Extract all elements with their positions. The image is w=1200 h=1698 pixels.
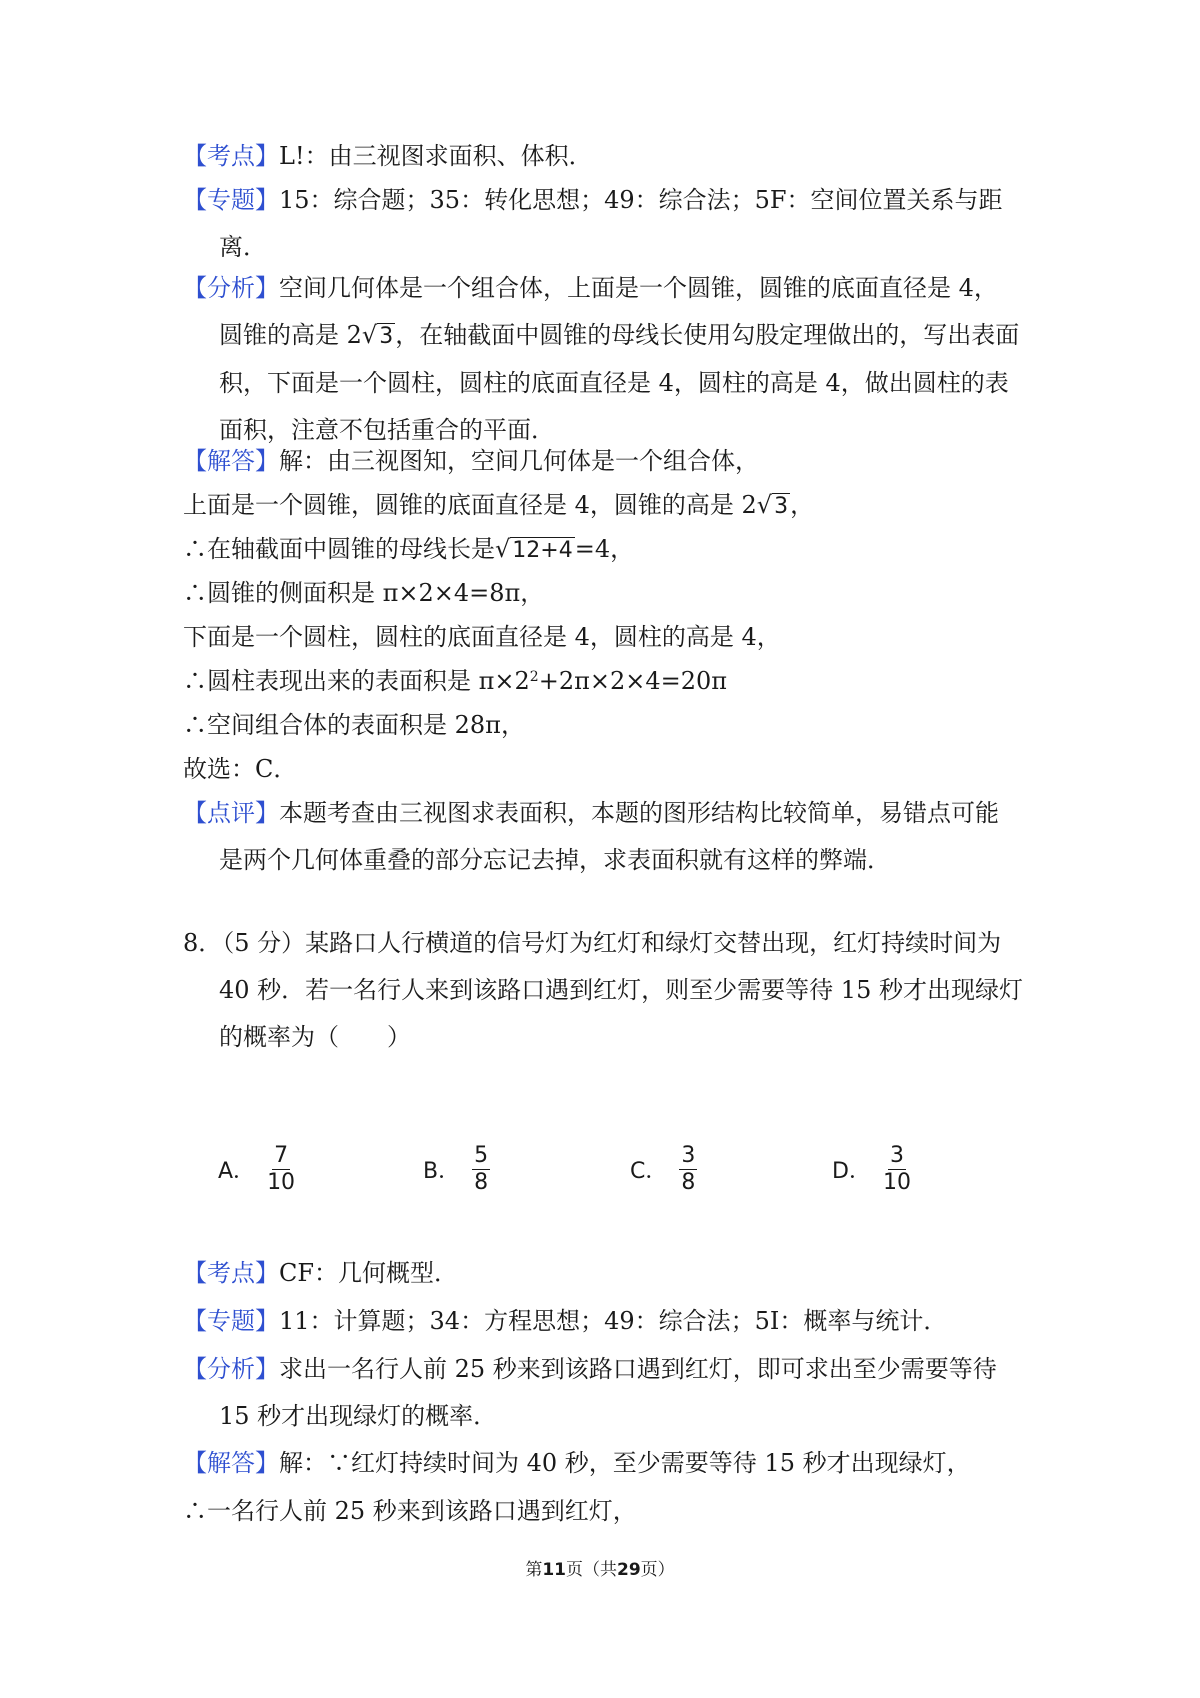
fenxi-line-1: 求出一名行人前 25 秒来到该路口遇到红灯，即可求出至少需要等待 xyxy=(279,1355,997,1383)
fraction xyxy=(267,1143,295,1196)
fraction-numerator: 3 xyxy=(681,1143,696,1168)
kaodian-tag: 【考点】 xyxy=(183,142,279,170)
choice-c xyxy=(630,1143,697,1196)
choice-label: D． xyxy=(832,1159,871,1184)
fraction-denominator: 8 xyxy=(474,1170,489,1195)
zhuanti-tag: 【专题】 xyxy=(183,1307,279,1335)
superscript: 2 xyxy=(529,669,539,685)
fraction-denominator: 8 xyxy=(681,1170,696,1195)
fraction xyxy=(679,1143,697,1196)
q8-stem-line-1: 8．（5 分）某路口人行横道的信号灯为红灯和绿灯交替出现，红灯持续时间为 xyxy=(183,929,1002,957)
page-footer xyxy=(0,1555,1200,1580)
sqrt-radicand: 3 xyxy=(379,324,394,349)
jieda-tag: 【解答】 xyxy=(183,447,279,475)
choice-b xyxy=(423,1143,490,1196)
solution-line: 故选：C． xyxy=(183,755,298,783)
solution-text: ∴在轴截面中圆锥的母线长是 xyxy=(183,535,495,563)
sqrt-radicand: 12+4 xyxy=(512,538,573,563)
solution-line xyxy=(183,658,727,705)
q7-fenxi xyxy=(183,265,1033,454)
choice-a xyxy=(218,1143,295,1196)
q7-jieda xyxy=(183,438,759,485)
q7-kaodian xyxy=(183,133,1033,180)
sqrt-radicand: 3 xyxy=(774,494,789,519)
footer-text: 页（共 xyxy=(566,1560,617,1580)
choice-d xyxy=(832,1143,911,1196)
fraction xyxy=(883,1143,911,1196)
zhuanti-text: 11：计算题；34：方程思想；49：综合法；5I：概率与统计． xyxy=(279,1307,948,1335)
sqrt-symbol: √3 xyxy=(756,491,789,519)
total-pages: 29 xyxy=(617,1560,641,1580)
solution-line: ∴一名行人前 25 秒来到该路口遇到红灯， xyxy=(183,1497,637,1525)
solution-line: ∴空间组合体的表面积是 28π， xyxy=(183,711,525,739)
fraction-denominator: 10 xyxy=(882,1170,911,1195)
fenxi-line-2b: ，在轴截面中圆锥的母线长使用勾股定理做出的，写出表面 xyxy=(395,321,1020,349)
q8-stem-line-2: 40 秒．若一名行人来到该路口遇到红灯，则至少需要等待 15 秒才出现绿灯 xyxy=(219,976,1023,1004)
fraction-numerator: 3 xyxy=(889,1143,904,1168)
jieda-tag: 【解答】 xyxy=(183,1449,279,1477)
kaodian-text: CF：几何概型． xyxy=(279,1259,459,1287)
sqrt-symbol: √3 xyxy=(361,321,394,349)
solution-line: 下面是一个圆柱，圆柱的底面直径是 4，圆柱的高是 4， xyxy=(183,623,781,651)
zhuanti-text-cont: 离． xyxy=(219,233,267,261)
jieda-line-1: 解：由三视图知，空间几何体是一个组合体， xyxy=(279,447,759,475)
q8-zhuanti xyxy=(183,1298,947,1345)
zhuanti-tag: 【专题】 xyxy=(183,186,279,214)
fenxi-line-2a: 圆锥的高是 2 xyxy=(219,321,362,349)
fenxi-tag: 【分析】 xyxy=(183,1355,279,1383)
q8-jieda xyxy=(183,1440,971,1487)
solution-line: ∴圆锥的侧面积是 π×2×4=8π， xyxy=(183,579,545,607)
zhuanti-text: 15：综合题；35：转化思想；49：综合法；5F：空间位置关系与距 xyxy=(279,186,1003,214)
fenxi-line-3: 积，下面是一个圆柱，圆柱的底面直径是 4，圆柱的高是 4，做出圆柱的表 xyxy=(219,369,1009,397)
solution-line xyxy=(183,482,814,530)
fraction-numerator: 5 xyxy=(474,1143,489,1168)
fenxi-line-4: 面积，注意不包括重合的平面． xyxy=(219,416,555,444)
dianping-line-2: 是两个几何体重叠的部分忘记去掉，求表面积就有这样的弊端． xyxy=(219,846,891,874)
solution-text: +2π×2×4=20π xyxy=(538,667,728,695)
dianping-tag: 【点评】 xyxy=(183,799,279,827)
choice-label: B． xyxy=(423,1159,461,1184)
q8-stem xyxy=(183,920,1033,1061)
choice-label: A． xyxy=(218,1159,256,1184)
sqrt-symbol: √12+4 xyxy=(495,535,573,563)
kaodian-tag: 【考点】 xyxy=(183,1259,279,1287)
solution-text: ∴圆柱表现出来的表面积是 π×2 xyxy=(183,667,530,695)
fenxi-line-1: 空间几何体是一个组合体，上面是一个圆锥，圆锥的底面直径是 4， xyxy=(279,274,998,302)
fenxi-line-2: 15 秒才出现绿灯的概率． xyxy=(219,1402,498,1430)
fraction xyxy=(472,1143,490,1196)
solution-text: =4， xyxy=(574,535,635,563)
q7-zhuanti xyxy=(183,177,1033,271)
fraction-numerator: 7 xyxy=(274,1143,289,1168)
fraction-denominator: 10 xyxy=(267,1170,296,1195)
solution-line xyxy=(183,526,634,574)
q8-stem-line-3: 的概率为（ ） xyxy=(219,1023,411,1051)
solution-text: ， xyxy=(790,491,815,519)
q8-fenxi xyxy=(183,1346,1033,1440)
choice-label: C． xyxy=(630,1159,668,1184)
q8-kaodian xyxy=(183,1250,458,1297)
fenxi-tag: 【分析】 xyxy=(183,274,279,302)
q7-dianping xyxy=(183,790,1033,884)
solution-text: 上面是一个圆锥，圆锥的底面直径是 4，圆锥的高是 2 xyxy=(183,491,757,519)
kaodian-text: L!：由三视图求面积、体积． xyxy=(279,142,593,170)
page-number: 11 xyxy=(542,1560,566,1580)
footer-text: 第 xyxy=(525,1560,543,1580)
dianping-line-1: 本题考查由三视图求表面积，本题的图形结构比较简单，易错点可能 xyxy=(279,799,999,827)
footer-text: 页） xyxy=(640,1560,675,1580)
jieda-line-1: 解：∵红灯持续时间为 40 秒，至少需要等待 15 秒才出现绿灯， xyxy=(279,1449,971,1477)
